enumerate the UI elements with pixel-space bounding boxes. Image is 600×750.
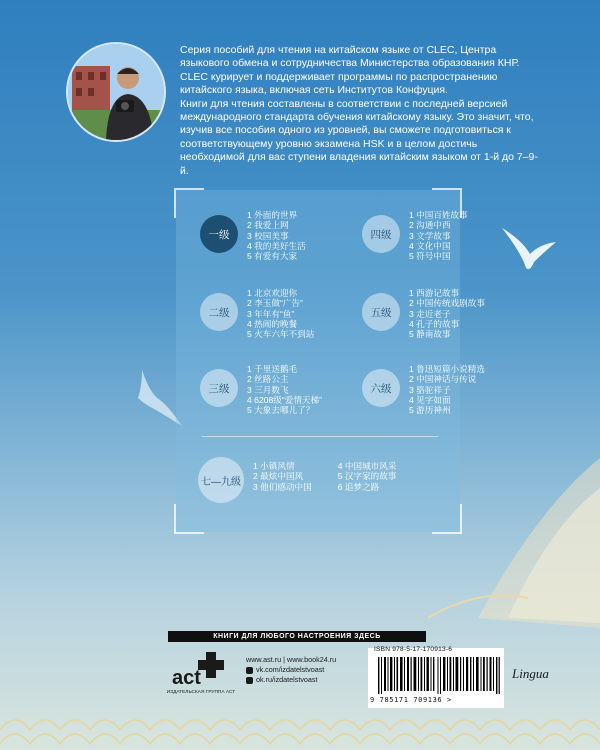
lingua-imprint-logo: Lingua xyxy=(512,666,549,681)
intro-paragraph-2: Книги для чтения составлены в соответствии с последней версией международного стандарта обучения китайскому языку. Это значит, что, изучив все пособия одного из уровней, вы сможете подготовиться к соответствующему уровню экзамена HSK и в целом достичь необходимой для вас ступени владения китайским языком от 1-й до 7–9-й. xyxy=(180,97,538,177)
publisher-name: ИЗДАТЕЛЬСКАЯ ГРУППА АСТ xyxy=(166,690,236,695)
level-5-group xyxy=(362,288,485,339)
book-title: 2 丝路公主 xyxy=(247,374,289,385)
level-1-group xyxy=(200,210,306,261)
publisher-links xyxy=(246,655,336,685)
series-description xyxy=(180,44,540,178)
panel-corner xyxy=(174,504,204,534)
level-7-9-group xyxy=(198,457,396,503)
book-title: 6 追梦之路 xyxy=(337,481,380,492)
book-title: 4 见字如面 xyxy=(409,394,451,405)
book-title: 5 大象去哪儿了？ xyxy=(247,405,315,416)
book-title: 5 游历神州 xyxy=(409,405,451,416)
level-2-group xyxy=(200,288,314,339)
book-title: 5 有爱有大家 xyxy=(247,251,298,262)
book-title: 3 年年有“鱼” xyxy=(247,308,295,319)
book-title: 1 小镇风情 xyxy=(253,461,295,471)
book-title: 4 孔子的故事 xyxy=(409,318,460,329)
book-title: 4 中国城市风采 xyxy=(337,461,397,471)
book-title: 4 热闹的晚餐 xyxy=(247,318,298,329)
panel-divider xyxy=(202,436,438,437)
vk-link-row[interactable] xyxy=(246,665,336,675)
book-title: 3 三月数飞 xyxy=(247,384,289,395)
book-title: 4 文化中国 xyxy=(409,240,451,251)
ast-logo-text: act xyxy=(172,667,201,689)
book-title: 2 沟通中西 xyxy=(409,220,451,231)
intro-paragraph-1: Серия пособий для чтения на китайском языке от CLEC, Центра языкового обмена и сотрудничества Министерства образования КНР. CLEC курирует и поддерживает программы по распространению китайского языка, включая сеть Институтов Конфуция. xyxy=(180,44,520,97)
level-badge: 七—九级 xyxy=(198,457,244,503)
level-4-group xyxy=(362,210,468,261)
book-title: 3 文学故事 xyxy=(409,230,451,241)
level-book-list xyxy=(409,210,468,261)
ok-link-row[interactable] xyxy=(246,675,336,685)
book-title: 5 汉字家的故事 xyxy=(337,471,397,482)
book-title: 5 符号中国 xyxy=(409,251,451,262)
book-title: 1 鲁迅短篇小说精选 xyxy=(409,364,485,374)
book-title: 5 静南故事 xyxy=(409,329,451,340)
level-book-list xyxy=(247,364,322,415)
book-title: 3 他们感动中国 xyxy=(253,481,312,492)
level-badge: 四级 xyxy=(362,215,400,253)
barcode-icon xyxy=(378,657,500,694)
level-book-list xyxy=(409,364,485,415)
level-book-list xyxy=(253,461,312,492)
book-title: 2 李玉做“广告” xyxy=(247,298,303,309)
level-book-list xyxy=(338,461,397,492)
book-title: 4 6208级“爱情天梯” xyxy=(247,394,322,405)
vk-icon xyxy=(246,667,253,674)
bottom-wave-pattern xyxy=(0,700,600,750)
book-title: 3 校园美事 xyxy=(247,230,289,241)
barcode-digits: 9 785171 709136 > xyxy=(370,696,452,704)
book-title: 1 外面的世界 xyxy=(247,210,298,220)
level-badge: 六级 xyxy=(362,369,400,407)
websites-link[interactable]: www.ast.ru | www.book24.ru xyxy=(246,655,337,664)
crane-bird-right-icon xyxy=(500,224,558,274)
isbn-number: ISBN 978-5-17-170913-6 xyxy=(374,646,453,653)
level-badge: 五级 xyxy=(362,293,400,331)
level-book-list xyxy=(247,288,314,339)
book-title: 1 北京欢迎你 xyxy=(247,288,298,298)
book-title: 1 中国百姓故事 xyxy=(409,210,468,220)
book-title: 5 火车六年不到站 xyxy=(247,329,315,340)
level-6-group xyxy=(362,364,485,415)
ok-icon xyxy=(246,677,253,684)
book-title: 2 中国传统戏剧故事 xyxy=(409,298,485,309)
book-title: 1 千里送鹅毛 xyxy=(247,364,298,374)
level-badge: 三级 xyxy=(200,369,238,407)
book-title: 2 我爱上网 xyxy=(247,220,289,231)
book-title: 3 骆驼祥子 xyxy=(409,384,451,395)
book-title: 4 我的美好生活 xyxy=(247,240,306,251)
panel-corner xyxy=(432,504,462,534)
book-title: 2 中国神话与传说 xyxy=(409,374,477,385)
book-title: 1 西游记故事 xyxy=(409,288,460,298)
level-badge: 一级 xyxy=(200,215,238,253)
author-photo xyxy=(66,42,166,142)
ok-link: ok.ru/izdatelstvoast xyxy=(256,675,318,684)
level-book-list xyxy=(409,288,485,339)
level-3-group xyxy=(200,364,322,415)
tagline-banner: КНИГИ ДЛЯ ЛЮБОГО НАСТРОЕНИЯ ЗДЕСЬ xyxy=(168,631,426,642)
vk-link: vk.com/izdatelstvoast xyxy=(256,665,325,674)
level-badge: 二级 xyxy=(200,293,238,331)
book-title: 2 最炫中国风 xyxy=(253,471,304,482)
book-title: 3 走近老子 xyxy=(409,308,451,319)
level-book-list xyxy=(247,210,306,261)
